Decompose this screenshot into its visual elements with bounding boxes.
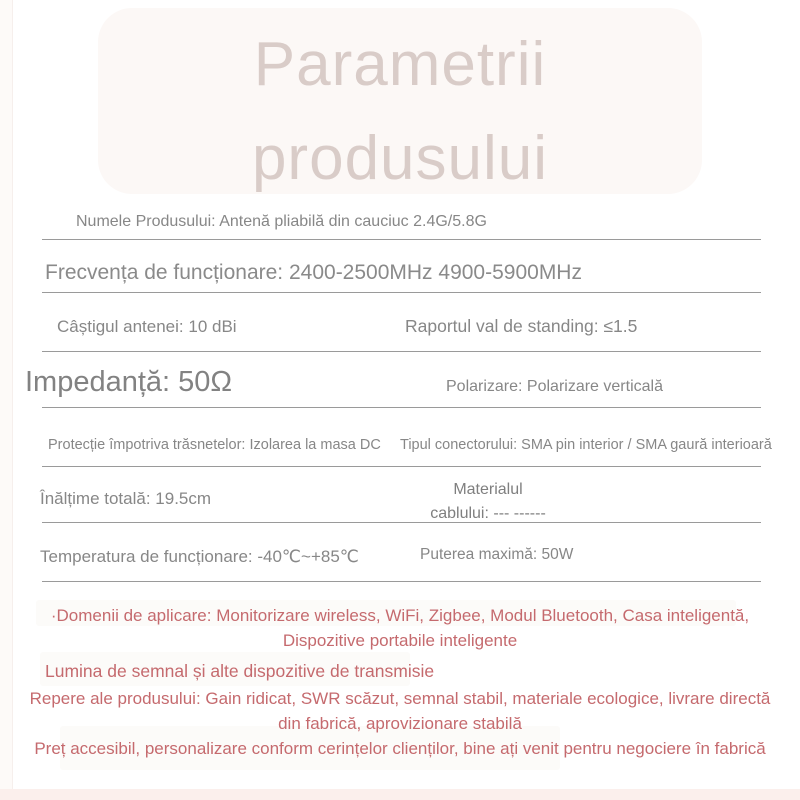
page-title-line1: Parametrii — [253, 30, 547, 99]
spec-standing-wave-ratio: Raportul val de standing: ≤1.5 — [405, 316, 638, 336]
spec-polarization: Polarizare: Polarizare verticală — [446, 378, 663, 395]
divider — [42, 239, 761, 240]
spec-operating-temperature: Temperatura de funcționare: -40℃~+85℃ — [40, 547, 359, 566]
page-title — [0, 18, 800, 206]
divider — [42, 292, 761, 293]
divider — [42, 407, 761, 408]
highlight-product-features: Repere ale produsului: Gain ridicat, SWR scăzut, semnal stabil, materiale ecologice, livrare directă din fabrică, aprovizionare stabilă — [29, 689, 771, 733]
divider — [42, 351, 761, 352]
spec-frequency: Frecvența de funcționare: 2400-2500MHz 4900-5900MHz — [45, 261, 582, 284]
divider — [42, 466, 761, 467]
spec-connector-type: Tipul conectorului: SMA pin interior / SMA gaură interioară — [400, 437, 772, 453]
highlight-application-domains: ·Domenii de aplicare: Monitorizare wireless, WiFi, Zigbee, Modul Bluetooth, Casa inteligentă, Dispozitive portabile inteligente — [50, 606, 750, 650]
page-title-line2: produsului — [251, 124, 549, 193]
spec-max-power: Puterea maximă: 50W — [420, 546, 574, 563]
spec-lightning-protection: Protecție împotriva trăsnetelor: Izolarea la masa DC — [48, 437, 381, 453]
bottom-edge-tint — [0, 789, 800, 800]
spec-product-name: Numele Produsului: Antenă pliabilă din cauciuc 2.4G/5.8G — [76, 213, 487, 230]
spec-cable-material — [398, 478, 578, 526]
spec-total-height: Înălțime totală: 19.5cm — [40, 489, 212, 508]
spec-cable-material-line2: cablului: --- ------ — [430, 505, 546, 522]
divider — [42, 522, 761, 523]
highlight-price-note: Preț accesibil, personalizare conform cerințelor clienților, bine ați venit pentru negociere în fabrică — [34, 739, 766, 758]
spec-cable-material-line1: Materialul — [453, 481, 523, 498]
highlight-signal-devices: Lumina de semnal și alte dispozitive de transmisie — [45, 661, 435, 681]
spec-impedance: Impedanță: 50Ω — [25, 366, 233, 398]
divider — [42, 581, 761, 582]
spec-antenna-gain: Câștigul antenei: 10 dBi — [57, 317, 237, 336]
